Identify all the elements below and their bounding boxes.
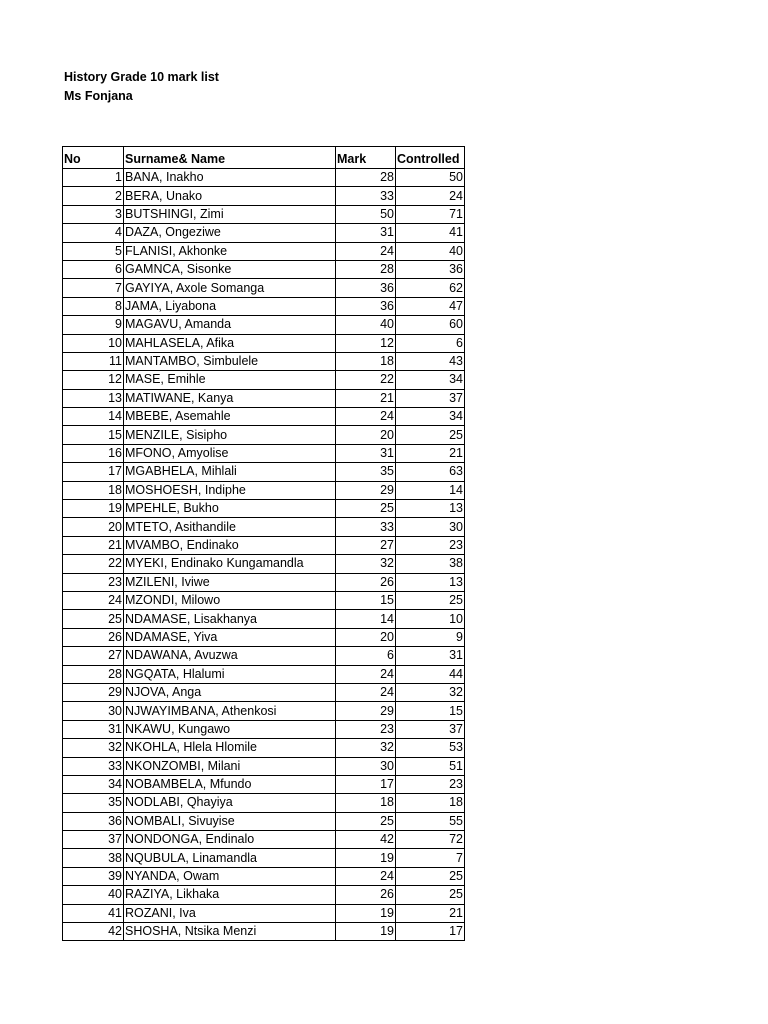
- cell-name: JAMA, Liyabona: [124, 297, 336, 315]
- cell-mark: 36: [336, 297, 396, 315]
- cell-mark: 23: [336, 720, 396, 738]
- cell-mark: 18: [336, 794, 396, 812]
- cell-mark: 25: [336, 812, 396, 830]
- cell-mark: 24: [336, 683, 396, 701]
- cell-controlled: 51: [396, 757, 465, 775]
- cell-name: MVAMBO, Endinako: [124, 536, 336, 554]
- cell-controlled: 13: [396, 573, 465, 591]
- cell-name: NKOHLA, Hlela Hlomile: [124, 739, 336, 757]
- table-row: [63, 408, 465, 426]
- header-name: Surname& Name: [124, 147, 336, 169]
- cell-name: NJOVA, Anga: [124, 683, 336, 701]
- table-row: [63, 169, 465, 187]
- table-row: [63, 426, 465, 444]
- cell-no: 33: [63, 757, 124, 775]
- cell-controlled: 63: [396, 463, 465, 481]
- table-row: [63, 444, 465, 462]
- cell-name: ROZANI, Iva: [124, 904, 336, 922]
- cell-no: 38: [63, 849, 124, 867]
- cell-mark: 19: [336, 849, 396, 867]
- cell-name: BANA, Inakho: [124, 169, 336, 187]
- table-row: [63, 647, 465, 665]
- cell-name: MATIWANE, Kanya: [124, 389, 336, 407]
- cell-mark: 14: [336, 610, 396, 628]
- cell-mark: 18: [336, 352, 396, 370]
- table-row: [63, 610, 465, 628]
- cell-no: 14: [63, 408, 124, 426]
- cell-controlled: 32: [396, 683, 465, 701]
- cell-mark: 32: [336, 555, 396, 573]
- table-row: [63, 334, 465, 352]
- table-row: [63, 518, 465, 536]
- cell-controlled: 25: [396, 867, 465, 885]
- table-row: [63, 665, 465, 683]
- table-row: [63, 242, 465, 260]
- cell-name: MAHLASELA, Afika: [124, 334, 336, 352]
- cell-mark: 24: [336, 242, 396, 260]
- cell-name: BERA, Unako: [124, 187, 336, 205]
- cell-mark: 28: [336, 169, 396, 187]
- header-row: [63, 147, 465, 169]
- cell-controlled: 31: [396, 647, 465, 665]
- cell-mark: 25: [336, 500, 396, 518]
- cell-no: 26: [63, 628, 124, 646]
- cell-name: RAZIYA, Likhaka: [124, 886, 336, 904]
- cell-mark: 40: [336, 316, 396, 334]
- cell-controlled: 37: [396, 720, 465, 738]
- cell-mark: 22: [336, 371, 396, 389]
- cell-no: 28: [63, 665, 124, 683]
- cell-name: MYEKI, Endinako Kungamandla: [124, 555, 336, 573]
- cell-no: 22: [63, 555, 124, 573]
- table-row: [63, 279, 465, 297]
- cell-mark: 15: [336, 591, 396, 609]
- cell-mark: 33: [336, 518, 396, 536]
- cell-no: 41: [63, 904, 124, 922]
- cell-mark: 30: [336, 757, 396, 775]
- table-row: [63, 481, 465, 499]
- cell-no: 2: [63, 187, 124, 205]
- table-row: [63, 297, 465, 315]
- cell-mark: 29: [336, 481, 396, 499]
- cell-mark: 29: [336, 702, 396, 720]
- cell-controlled: 10: [396, 610, 465, 628]
- cell-controlled: 36: [396, 260, 465, 278]
- cell-mark: 50: [336, 205, 396, 223]
- cell-no: 21: [63, 536, 124, 554]
- cell-name: MFONO, Amyolise: [124, 444, 336, 462]
- cell-no: 20: [63, 518, 124, 536]
- cell-no: 4: [63, 224, 124, 242]
- header-mark: Mark: [336, 147, 396, 169]
- table-row: [63, 224, 465, 242]
- table-row: [63, 886, 465, 904]
- cell-no: 12: [63, 371, 124, 389]
- cell-name: MZONDI, Milowo: [124, 591, 336, 609]
- cell-no: 23: [63, 573, 124, 591]
- cell-name: NDAWANA, Avuzwa: [124, 647, 336, 665]
- cell-name: MZILENI, Iviwe: [124, 573, 336, 591]
- cell-controlled: 62: [396, 279, 465, 297]
- cell-no: 9: [63, 316, 124, 334]
- table-row: [63, 683, 465, 701]
- mark-list-table: [62, 146, 465, 941]
- table-row: [63, 867, 465, 885]
- cell-no: 34: [63, 775, 124, 793]
- table-row: [63, 720, 465, 738]
- cell-mark: 32: [336, 739, 396, 757]
- cell-name: NQUBULA, Linamandla: [124, 849, 336, 867]
- cell-no: 3: [63, 205, 124, 223]
- cell-controlled: 17: [396, 923, 465, 941]
- cell-no: 29: [63, 683, 124, 701]
- cell-mark: 24: [336, 408, 396, 426]
- cell-name: MASE, Emihle: [124, 371, 336, 389]
- cell-name: NKAWU, Kungawo: [124, 720, 336, 738]
- cell-controlled: 18: [396, 794, 465, 812]
- cell-mark: 19: [336, 923, 396, 941]
- cell-controlled: 21: [396, 444, 465, 462]
- cell-no: 40: [63, 886, 124, 904]
- cell-name: NOMBALI, Sivuyise: [124, 812, 336, 830]
- cell-mark: 42: [336, 831, 396, 849]
- table-row: [63, 757, 465, 775]
- cell-name: NYANDA, Owam: [124, 867, 336, 885]
- cell-no: 32: [63, 739, 124, 757]
- cell-name: MBEBE, Asemahle: [124, 408, 336, 426]
- cell-mark: 17: [336, 775, 396, 793]
- cell-name: MTETO, Asithandile: [124, 518, 336, 536]
- cell-mark: 19: [336, 904, 396, 922]
- cell-mark: 35: [336, 463, 396, 481]
- cell-controlled: 34: [396, 408, 465, 426]
- cell-mark: 21: [336, 389, 396, 407]
- cell-controlled: 21: [396, 904, 465, 922]
- cell-controlled: 6: [396, 334, 465, 352]
- cell-no: 25: [63, 610, 124, 628]
- cell-name: NDAMASE, Lisakhanya: [124, 610, 336, 628]
- table-row: [63, 849, 465, 867]
- document-title: History Grade 10 mark list: [64, 70, 219, 84]
- cell-controlled: 60: [396, 316, 465, 334]
- cell-no: 36: [63, 812, 124, 830]
- cell-controlled: 50: [396, 169, 465, 187]
- table-row: [63, 205, 465, 223]
- cell-controlled: 44: [396, 665, 465, 683]
- cell-name: NJWAYIMBANA, Athenkosi: [124, 702, 336, 720]
- table-row: [63, 904, 465, 922]
- cell-controlled: 30: [396, 518, 465, 536]
- cell-controlled: 24: [396, 187, 465, 205]
- cell-mark: 31: [336, 444, 396, 462]
- cell-controlled: 25: [396, 426, 465, 444]
- table-row: [63, 500, 465, 518]
- cell-name: DAZA, Ongeziwe: [124, 224, 336, 242]
- cell-mark: 36: [336, 279, 396, 297]
- cell-controlled: 38: [396, 555, 465, 573]
- cell-controlled: 23: [396, 536, 465, 554]
- cell-controlled: 37: [396, 389, 465, 407]
- cell-mark: 20: [336, 426, 396, 444]
- cell-name: MANTAMBO, Simbulele: [124, 352, 336, 370]
- cell-controlled: 25: [396, 886, 465, 904]
- table-row: [63, 923, 465, 941]
- table-row: [63, 775, 465, 793]
- cell-controlled: 40: [396, 242, 465, 260]
- table-row: [63, 260, 465, 278]
- cell-name: GAMNCA, Sisonke: [124, 260, 336, 278]
- cell-no: 6: [63, 260, 124, 278]
- cell-controlled: 71: [396, 205, 465, 223]
- table-row: [63, 628, 465, 646]
- cell-name: NONDONGA, Endinalo: [124, 831, 336, 849]
- cell-name: MOSHOESH, Indiphe: [124, 481, 336, 499]
- cell-no: 1: [63, 169, 124, 187]
- header-no: No: [63, 147, 124, 169]
- cell-no: 8: [63, 297, 124, 315]
- cell-mark: 24: [336, 867, 396, 885]
- cell-controlled: 15: [396, 702, 465, 720]
- table-row: [63, 794, 465, 812]
- cell-name: NDAMASE, Yiva: [124, 628, 336, 646]
- header-controlled: Controlled: [396, 147, 465, 169]
- cell-name: MPEHLE, Bukho: [124, 500, 336, 518]
- table-row: [63, 187, 465, 205]
- cell-mark: 31: [336, 224, 396, 242]
- cell-no: 42: [63, 923, 124, 941]
- cell-no: 16: [63, 444, 124, 462]
- cell-no: 5: [63, 242, 124, 260]
- cell-no: 13: [63, 389, 124, 407]
- cell-controlled: 9: [396, 628, 465, 646]
- cell-no: 31: [63, 720, 124, 738]
- cell-mark: 20: [336, 628, 396, 646]
- cell-name: SHOSHA, Ntsika Menzi: [124, 923, 336, 941]
- cell-no: 30: [63, 702, 124, 720]
- table-row: [63, 536, 465, 554]
- cell-controlled: 7: [396, 849, 465, 867]
- cell-controlled: 34: [396, 371, 465, 389]
- cell-mark: 26: [336, 886, 396, 904]
- cell-no: 10: [63, 334, 124, 352]
- cell-mark: 12: [336, 334, 396, 352]
- table-row: [63, 555, 465, 573]
- table-row: [63, 591, 465, 609]
- table-row: [63, 371, 465, 389]
- cell-mark: 27: [336, 536, 396, 554]
- cell-name: BUTSHINGI, Zimi: [124, 205, 336, 223]
- cell-name: GAYIYA, Axole Somanga: [124, 279, 336, 297]
- cell-controlled: 53: [396, 739, 465, 757]
- cell-name: NGQATA, Hlalumi: [124, 665, 336, 683]
- table-row: [63, 463, 465, 481]
- cell-controlled: 41: [396, 224, 465, 242]
- cell-name: MAGAVU, Amanda: [124, 316, 336, 334]
- cell-controlled: 25: [396, 591, 465, 609]
- table-row: [63, 573, 465, 591]
- table-row: [63, 389, 465, 407]
- table-row: [63, 352, 465, 370]
- table-row: [63, 739, 465, 757]
- cell-name: NODLABI, Qhayiya: [124, 794, 336, 812]
- cell-no: 11: [63, 352, 124, 370]
- cell-no: 35: [63, 794, 124, 812]
- cell-no: 19: [63, 500, 124, 518]
- cell-mark: 26: [336, 573, 396, 591]
- cell-no: 17: [63, 463, 124, 481]
- cell-mark: 28: [336, 260, 396, 278]
- cell-controlled: 14: [396, 481, 465, 499]
- cell-no: 37: [63, 831, 124, 849]
- cell-mark: 6: [336, 647, 396, 665]
- cell-name: NOBAMBELA, Mfundo: [124, 775, 336, 793]
- cell-no: 7: [63, 279, 124, 297]
- cell-controlled: 72: [396, 831, 465, 849]
- cell-controlled: 43: [396, 352, 465, 370]
- cell-name: MGABHELA, Mihlali: [124, 463, 336, 481]
- cell-no: 27: [63, 647, 124, 665]
- table-row: [63, 831, 465, 849]
- cell-name: MENZILE, Sisipho: [124, 426, 336, 444]
- cell-name: FLANISI, Akhonke: [124, 242, 336, 260]
- table-row: [63, 702, 465, 720]
- cell-controlled: 23: [396, 775, 465, 793]
- table-row: [63, 316, 465, 334]
- cell-controlled: 13: [396, 500, 465, 518]
- cell-mark: 33: [336, 187, 396, 205]
- cell-controlled: 47: [396, 297, 465, 315]
- cell-no: 24: [63, 591, 124, 609]
- table-row: [63, 812, 465, 830]
- cell-mark: 24: [336, 665, 396, 683]
- cell-controlled: 55: [396, 812, 465, 830]
- cell-no: 39: [63, 867, 124, 885]
- cell-name: NKONZOMBI, Milani: [124, 757, 336, 775]
- teacher-name: Ms Fonjana: [64, 89, 133, 103]
- cell-no: 15: [63, 426, 124, 444]
- cell-no: 18: [63, 481, 124, 499]
